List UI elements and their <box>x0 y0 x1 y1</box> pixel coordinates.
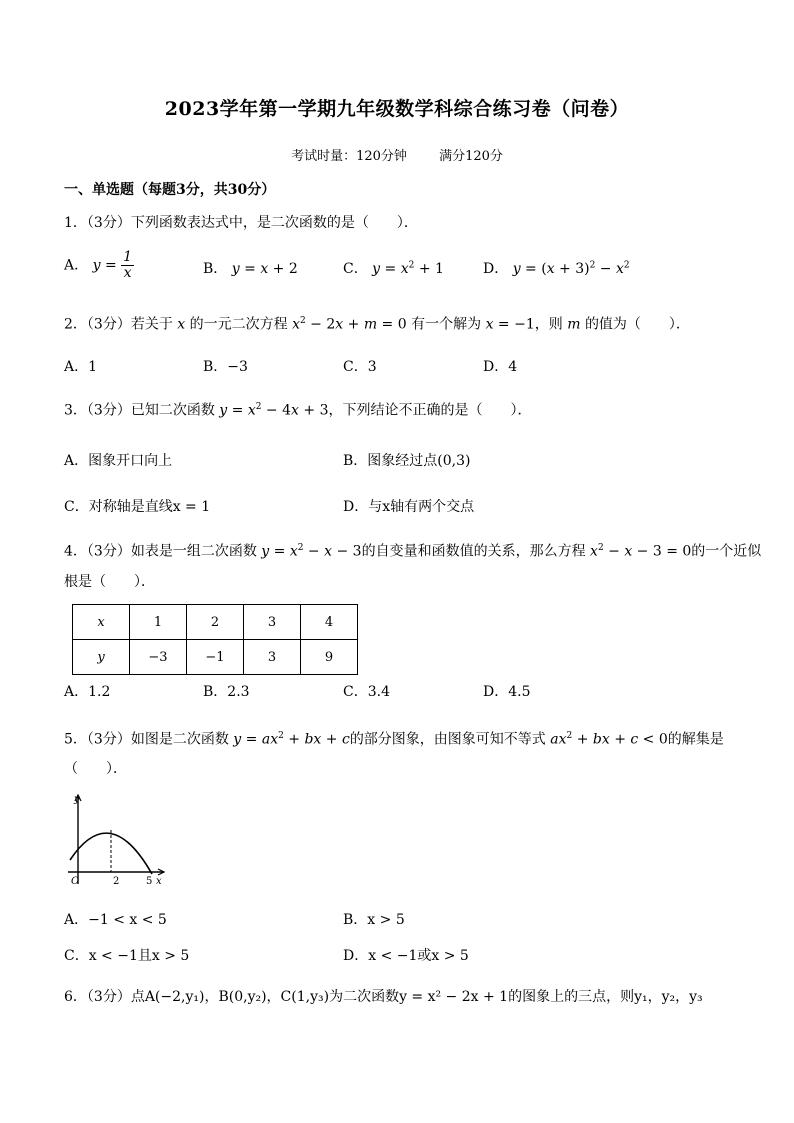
table-row <box>73 640 358 675</box>
x-label: x <box>156 876 162 887</box>
q4-option-a: A．1.2 <box>64 684 111 700</box>
question-4-stem: 4．（3分）如表是一组二次函数 $y = x^2 - x - 3$的自变量和函数值的关系，那么方程 $x^2 - x - 3 = 0$的一个近似 <box>64 543 762 560</box>
table-cell: 3 <box>244 605 301 640</box>
table-cell: 1 <box>130 605 187 640</box>
question-5-stem: 5．（3分）如图是二次函数 $y = ax^2$ + bx + c的部分图象，由图象可知不等式 $ax^2$ + bx + c < 0的解集是 <box>64 731 724 748</box>
table-row <box>73 605 358 640</box>
exam-info <box>0 145 794 164</box>
table-cell: 9 <box>301 640 358 675</box>
question-6-stem: 6．（3分）点A(−2,y₁)，B(0,y₂)，C(1,y₃)为二次函数y = x² − 2x + 1的图象上的三点，则y₁，y₂，y₃ <box>64 989 703 1005</box>
q3-option-b: B．图象经过点(0,3) <box>343 453 471 469</box>
y-label: y <box>74 794 80 805</box>
table-cell: −3 <box>130 640 187 675</box>
table-cell: −1 <box>187 640 244 675</box>
q1-option-a: A． y = $\frac{1}{x}$ <box>64 249 133 281</box>
q1-option-c: C． $y = x^2 + 1$ <box>343 260 444 277</box>
q2-option-d: D．4 <box>483 359 518 375</box>
section-heading: 一、单选题（每题3分，共30分） <box>64 182 276 198</box>
q3-option-c: C．对称轴是直线x = 1 <box>64 499 211 515</box>
q2-option-b: B．−3 <box>203 359 248 375</box>
q5-option-d: D．x < −1或x > 5 <box>343 948 469 964</box>
q5-option-a: A．−1 < x < 5 <box>64 912 167 928</box>
question-5-stem-line2: （ ）． <box>64 761 127 777</box>
q4-option-b: B．2.3 <box>203 684 250 700</box>
question-4-stem-line2: 根是（ ）． <box>64 574 155 590</box>
q5-option-c: C．x < −1且x > 5 <box>64 948 190 964</box>
q3-option-a: A．图象开口向上 <box>64 453 173 469</box>
q4-value-table <box>72 604 358 675</box>
table-cell: x <box>73 605 130 640</box>
tick-5-label: 5 <box>146 876 153 887</box>
question-3-stem: 3．（3分）已知二次函数 $y = x^2 - 4x + 3$，下列结论不正确的是（ ）． <box>64 402 532 419</box>
q5-parabola-graph <box>64 792 174 888</box>
origin-label: O <box>71 876 80 887</box>
table-cell: y <box>73 640 130 675</box>
full-score: 满分120分 <box>439 149 503 164</box>
question-2-stem: 2．（3分）若关于 x 的一元二次方程 $x^2 - 2x + m = 0$ 有一个解为 x = −1，则 m 的值为（ ）． <box>64 316 690 333</box>
q1-option-d: D． $y = (x + 3)^2 - x^2$ <box>483 260 630 277</box>
q4-option-c: C．3.4 <box>343 684 390 700</box>
q5-option-b: B．x > 5 <box>343 912 405 928</box>
table-cell: 2 <box>187 605 244 640</box>
exam-time: 考试时量：120分钟 <box>291 149 407 164</box>
q2-option-c: C．3 <box>343 359 377 375</box>
q2-option-a: A．1 <box>64 359 98 375</box>
q3-option-d: D．与x轴有两个交点 <box>343 499 475 515</box>
q1-option-b: B． y = x + 2 <box>203 261 298 277</box>
page-title: 2023学年第一学期九年级数学科综合练习卷（问卷） <box>164 98 630 120</box>
question-1-stem: 1．（3分）下列函数表达式中，是二次函数的是（ ）． <box>64 215 418 231</box>
table-cell: 4 <box>301 605 358 640</box>
q4-option-d: D．4.5 <box>483 684 531 700</box>
tick-2-label: 2 <box>113 876 120 887</box>
table-cell: 3 <box>244 640 301 675</box>
